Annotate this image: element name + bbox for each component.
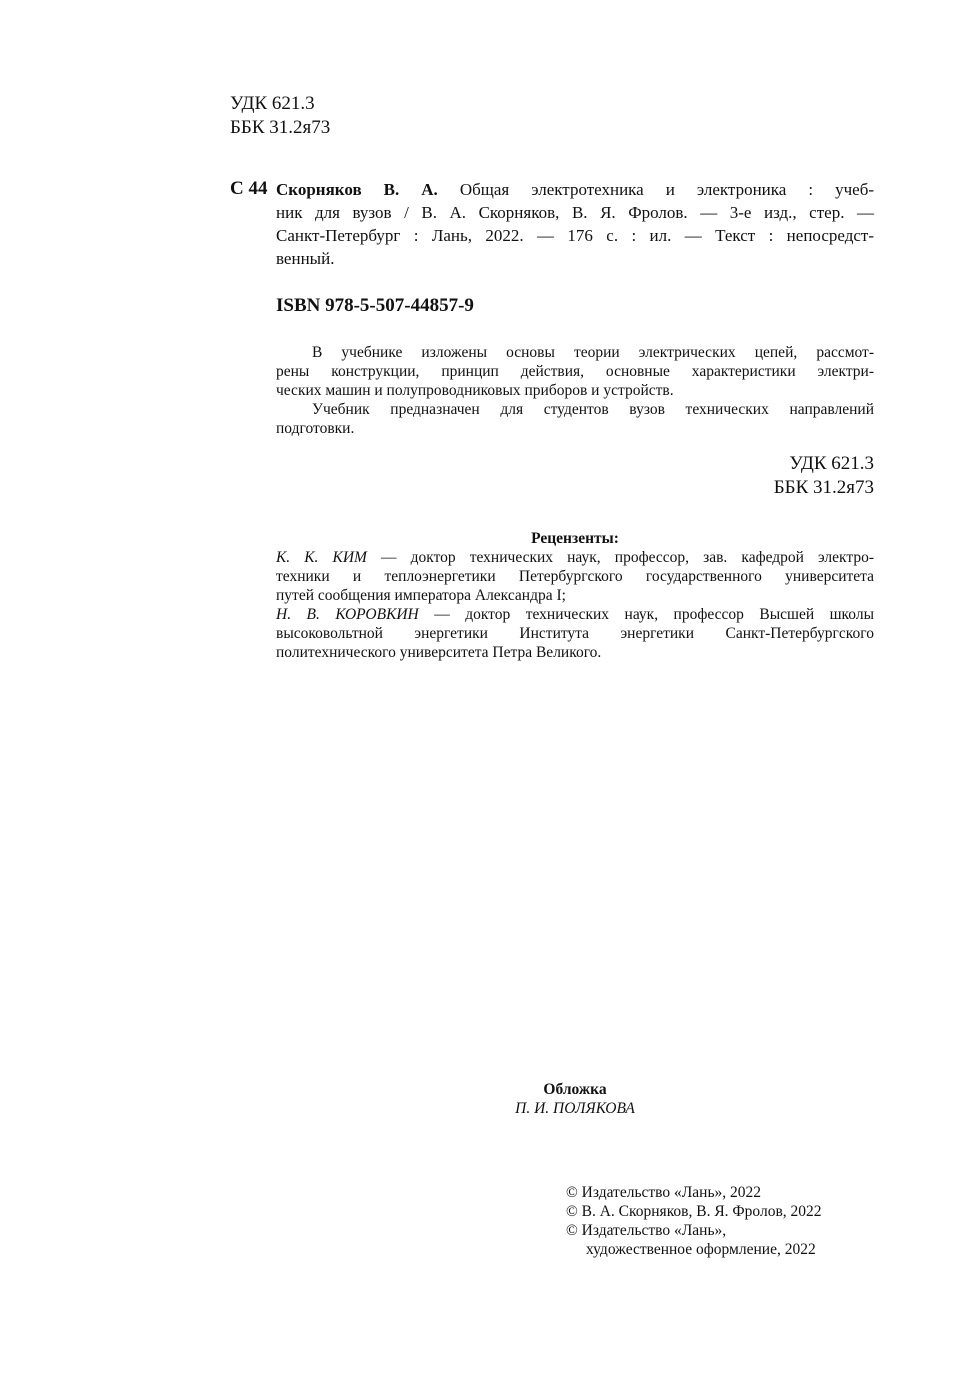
reviewer-2-line-3: политехнического университета Петра Великого. <box>276 644 602 661</box>
copyright-line-4: художественное оформление, 2022 <box>586 1241 816 1258</box>
reviewer-1-name: К. К. КИМ <box>276 549 367 566</box>
reviewer-2-name: Н. В. КОРОВКИН <box>276 606 419 623</box>
copyright-block <box>566 1183 822 1259</box>
bibliographic-line-2: ник для вузов / В. А. Скорняков, В. Я. Фролов. — 3-е изд., стер. — <box>276 203 874 222</box>
annotation-line-1: В учебнике изложены основы теории электрических цепей, рассмот- <box>312 344 874 361</box>
cover-credit <box>276 1080 874 1118</box>
bibliographic-entry <box>276 178 874 270</box>
annotation-line-2: рены конструкции, принцип действия, основные характеристики электри- <box>276 363 874 380</box>
author-sign: С 44 <box>230 178 268 199</box>
author-name: Скорняков В. А. <box>276 180 438 199</box>
copyright-line-1: © Издательство «Лань», 2022 <box>566 1184 762 1201</box>
bbk-code-right: ББК 31.2я73 <box>773 477 874 498</box>
reviewer-2-line-1: Н. В. КОРОВКИН — доктор технических наук, профессор Высшей школы <box>276 606 874 623</box>
annotation <box>276 343 874 438</box>
reviewers-heading: Рецензенты: <box>531 530 619 547</box>
reviewer-1-line-3: путей сообщения императора Александра I; <box>276 587 566 604</box>
reviewer-1-line-1: К. К. КИМ — доктор технических наук, профессор, зав. кафедрой электро- <box>276 549 874 566</box>
annotation-line-3: ческих машин и полупроводниковых приборов и устройств. <box>276 382 674 399</box>
udk-code: УДК 621.3 <box>230 93 315 114</box>
bibliographic-line-4: венный. <box>276 249 335 268</box>
classification-right <box>774 452 874 500</box>
reviewer-1-line-2: техники и теплоэнергетики Петербургского государственного университета <box>276 568 874 585</box>
annotation-line-5: подготовки. <box>276 420 355 437</box>
bbk-code: ББК 31.2я73 <box>230 117 331 138</box>
reviewer-2-line-2: высоковольтной энергетики Института энергетики Санкт-Петербургского <box>276 625 874 642</box>
bibliographic-line-3: Санкт-Петербург : Лань, 2022. — 176 с. : ил. — Текст : непосредст- <box>276 226 874 245</box>
title-text: Общая электротехника и электроника : учеб- <box>459 180 874 199</box>
copyright-line-3: © Издательство «Лань», <box>566 1222 727 1239</box>
cover-heading: Обложка <box>543 1081 607 1098</box>
udk-code-right: УДК 621.3 <box>789 453 874 474</box>
bibliographic-line-1 <box>276 178 874 201</box>
copyright-line-2: © В. А. Скорняков, В. Я. Фролов, 2022 <box>566 1203 822 1220</box>
reviewers <box>276 529 874 662</box>
classification-top <box>230 92 330 140</box>
annotation-line-4: Учебник предназначен для студентов вузов технических направлений <box>312 401 874 418</box>
isbn: ISBN 978-5-507-44857-9 <box>276 295 474 316</box>
cover-designer-name: П. И. ПОЛЯКОВА <box>515 1100 635 1117</box>
